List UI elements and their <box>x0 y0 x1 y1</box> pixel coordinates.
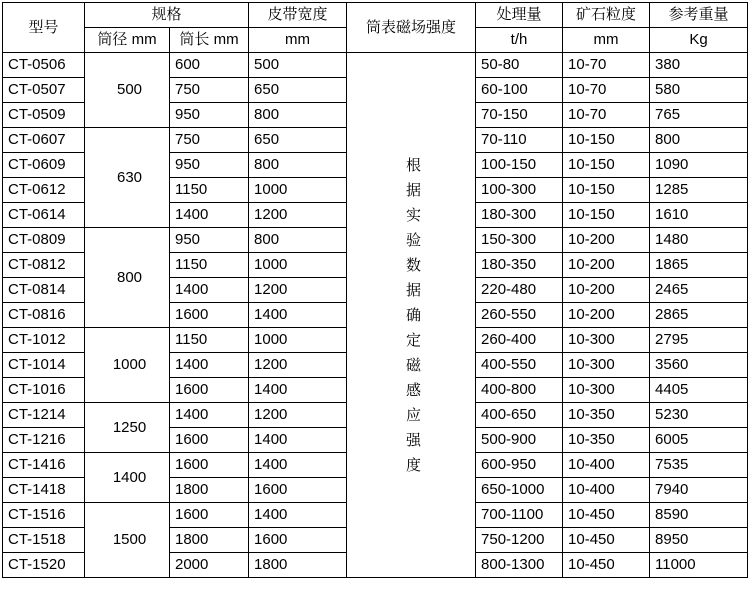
belt-width-cell: 1600 <box>249 478 347 503</box>
length-cell: 950 <box>170 153 249 178</box>
length-cell: 1150 <box>170 253 249 278</box>
capacity-cell: 260-400 <box>476 328 563 353</box>
capacity-cell: 400-650 <box>476 403 563 428</box>
ore-size-cell: 10-70 <box>563 103 650 128</box>
header-ore-size: 矿石粒度 <box>563 3 650 28</box>
weight-cell: 8950 <box>650 528 748 553</box>
diameter-cell: 1000 <box>85 328 170 403</box>
model-cell: CT-0809 <box>3 228 85 253</box>
weight-cell: 2865 <box>650 303 748 328</box>
length-cell: 750 <box>170 128 249 153</box>
header-length: 筒长 mm <box>170 28 249 53</box>
capacity-cell: 180-350 <box>476 253 563 278</box>
weight-cell: 8590 <box>650 503 748 528</box>
ore-size-cell: 10-350 <box>563 428 650 453</box>
model-cell: CT-1516 <box>3 503 85 528</box>
header-model: 型号 <box>3 3 85 53</box>
length-cell: 750 <box>170 78 249 103</box>
length-cell: 1600 <box>170 303 249 328</box>
table-body <box>3 53 748 578</box>
ore-size-cell: 10-450 <box>563 553 650 578</box>
belt-width-cell: 1400 <box>249 303 347 328</box>
diameter-cell: 500 <box>85 53 170 128</box>
ore-size-cell: 10-450 <box>563 528 650 553</box>
belt-width-cell: 650 <box>249 78 347 103</box>
belt-width-cell: 1200 <box>249 353 347 378</box>
weight-cell: 4405 <box>650 378 748 403</box>
capacity-cell: 500-900 <box>476 428 563 453</box>
belt-width-cell: 1400 <box>249 503 347 528</box>
header-weight: 参考重量 <box>650 3 748 28</box>
length-cell: 1400 <box>170 353 249 378</box>
header-weight-unit: Kg <box>650 28 748 53</box>
length-cell: 1600 <box>170 503 249 528</box>
belt-width-cell: 1000 <box>249 328 347 353</box>
ore-size-cell: 10-300 <box>563 328 650 353</box>
capacity-cell: 100-300 <box>476 178 563 203</box>
length-cell: 1600 <box>170 453 249 478</box>
ore-size-cell: 10-200 <box>563 253 650 278</box>
header-field-strength: 筒表磁场强度 <box>347 3 476 53</box>
model-cell: CT-0507 <box>3 78 85 103</box>
ore-size-cell: 10-150 <box>563 203 650 228</box>
weight-cell: 5230 <box>650 403 748 428</box>
header-capacity: 处理量 <box>476 3 563 28</box>
length-cell: 1150 <box>170 178 249 203</box>
weight-cell: 6005 <box>650 428 748 453</box>
weight-cell: 1090 <box>650 153 748 178</box>
capacity-cell: 220-480 <box>476 278 563 303</box>
spec-table <box>2 2 748 578</box>
capacity-cell: 800-1300 <box>476 553 563 578</box>
ore-size-cell: 10-400 <box>563 453 650 478</box>
ore-size-cell: 10-400 <box>563 478 650 503</box>
capacity-cell: 70-110 <box>476 128 563 153</box>
capacity-cell: 400-550 <box>476 353 563 378</box>
diameter-cell: 800 <box>85 228 170 328</box>
belt-width-cell: 1600 <box>249 528 347 553</box>
length-cell: 1600 <box>170 428 249 453</box>
belt-width-cell: 1200 <box>249 203 347 228</box>
capacity-cell: 150-300 <box>476 228 563 253</box>
belt-width-cell: 1200 <box>249 278 347 303</box>
model-cell: CT-1014 <box>3 353 85 378</box>
weight-cell: 7940 <box>650 478 748 503</box>
diameter-cell: 630 <box>85 128 170 228</box>
ore-size-cell: 10-150 <box>563 128 650 153</box>
weight-cell: 11000 <box>650 553 748 578</box>
ore-size-cell: 10-300 <box>563 378 650 403</box>
capacity-cell: 260-550 <box>476 303 563 328</box>
belt-width-cell: 650 <box>249 128 347 153</box>
capacity-cell: 650-1000 <box>476 478 563 503</box>
model-cell: CT-0816 <box>3 303 85 328</box>
weight-cell: 1285 <box>650 178 748 203</box>
header-capacity-unit: t/h <box>476 28 563 53</box>
weight-cell: 1865 <box>650 253 748 278</box>
model-cell: CT-1520 <box>3 553 85 578</box>
ore-size-cell: 10-150 <box>563 178 650 203</box>
header-spec: 规格 <box>85 3 249 28</box>
table-row <box>3 53 748 78</box>
ore-size-cell: 10-150 <box>563 153 650 178</box>
length-cell: 950 <box>170 228 249 253</box>
field-strength-note-text: 根据实验数据确定磁感应强度 <box>406 156 422 474</box>
model-cell: CT-1418 <box>3 478 85 503</box>
length-cell: 1150 <box>170 328 249 353</box>
length-cell: 600 <box>170 53 249 78</box>
length-cell: 1400 <box>170 278 249 303</box>
model-cell: CT-0614 <box>3 203 85 228</box>
weight-cell: 1610 <box>650 203 748 228</box>
weight-cell: 2795 <box>650 328 748 353</box>
length-cell: 1800 <box>170 528 249 553</box>
model-cell: CT-1214 <box>3 403 85 428</box>
capacity-cell: 180-300 <box>476 203 563 228</box>
weight-cell: 3560 <box>650 353 748 378</box>
belt-width-cell: 1400 <box>249 428 347 453</box>
length-cell: 1400 <box>170 403 249 428</box>
belt-width-cell: 1800 <box>249 553 347 578</box>
ore-size-cell: 10-200 <box>563 278 650 303</box>
weight-cell: 380 <box>650 53 748 78</box>
belt-width-cell: 800 <box>249 228 347 253</box>
belt-width-cell: 800 <box>249 103 347 128</box>
header-belt-width: 皮带宽度 <box>249 3 347 28</box>
ore-size-cell: 10-70 <box>563 53 650 78</box>
weight-cell: 2465 <box>650 278 748 303</box>
weight-cell: 1480 <box>650 228 748 253</box>
capacity-cell: 750-1200 <box>476 528 563 553</box>
model-cell: CT-1016 <box>3 378 85 403</box>
model-cell: CT-1216 <box>3 428 85 453</box>
model-cell: CT-1416 <box>3 453 85 478</box>
ore-size-cell: 10-70 <box>563 78 650 103</box>
belt-width-cell: 500 <box>249 53 347 78</box>
belt-width-cell: 1400 <box>249 378 347 403</box>
model-cell: CT-1012 <box>3 328 85 353</box>
ore-size-cell: 10-350 <box>563 403 650 428</box>
length-cell: 1400 <box>170 203 249 228</box>
belt-width-cell: 1000 <box>249 253 347 278</box>
length-cell: 2000 <box>170 553 249 578</box>
model-cell: CT-1518 <box>3 528 85 553</box>
ore-size-cell: 10-200 <box>563 303 650 328</box>
length-cell: 1800 <box>170 478 249 503</box>
capacity-cell: 60-100 <box>476 78 563 103</box>
belt-width-cell: 1400 <box>249 453 347 478</box>
length-cell: 950 <box>170 103 249 128</box>
diameter-cell: 1250 <box>85 403 170 453</box>
capacity-cell: 400-800 <box>476 378 563 403</box>
weight-cell: 800 <box>650 128 748 153</box>
ore-size-cell: 10-450 <box>563 503 650 528</box>
capacity-cell: 700-1100 <box>476 503 563 528</box>
diameter-cell: 1400 <box>85 453 170 503</box>
header-belt-width-unit: mm <box>249 28 347 53</box>
header-ore-size-unit: mm <box>563 28 650 53</box>
ore-size-cell: 10-200 <box>563 228 650 253</box>
model-cell: CT-0607 <box>3 128 85 153</box>
weight-cell: 765 <box>650 103 748 128</box>
ore-size-cell: 10-300 <box>563 353 650 378</box>
field-strength-note <box>347 53 476 578</box>
diameter-cell: 1500 <box>85 503 170 578</box>
model-cell: CT-0812 <box>3 253 85 278</box>
belt-width-cell: 800 <box>249 153 347 178</box>
model-cell: CT-0509 <box>3 103 85 128</box>
belt-width-cell: 1200 <box>249 403 347 428</box>
model-cell: CT-0609 <box>3 153 85 178</box>
model-cell: CT-0506 <box>3 53 85 78</box>
header-diameter: 筒径 mm <box>85 28 170 53</box>
capacity-cell: 100-150 <box>476 153 563 178</box>
model-cell: CT-0814 <box>3 278 85 303</box>
belt-width-cell: 1000 <box>249 178 347 203</box>
capacity-cell: 70-150 <box>476 103 563 128</box>
length-cell: 1600 <box>170 378 249 403</box>
weight-cell: 7535 <box>650 453 748 478</box>
capacity-cell: 50-80 <box>476 53 563 78</box>
table-header <box>3 3 748 53</box>
weight-cell: 580 <box>650 78 748 103</box>
capacity-cell: 600-950 <box>476 453 563 478</box>
model-cell: CT-0612 <box>3 178 85 203</box>
